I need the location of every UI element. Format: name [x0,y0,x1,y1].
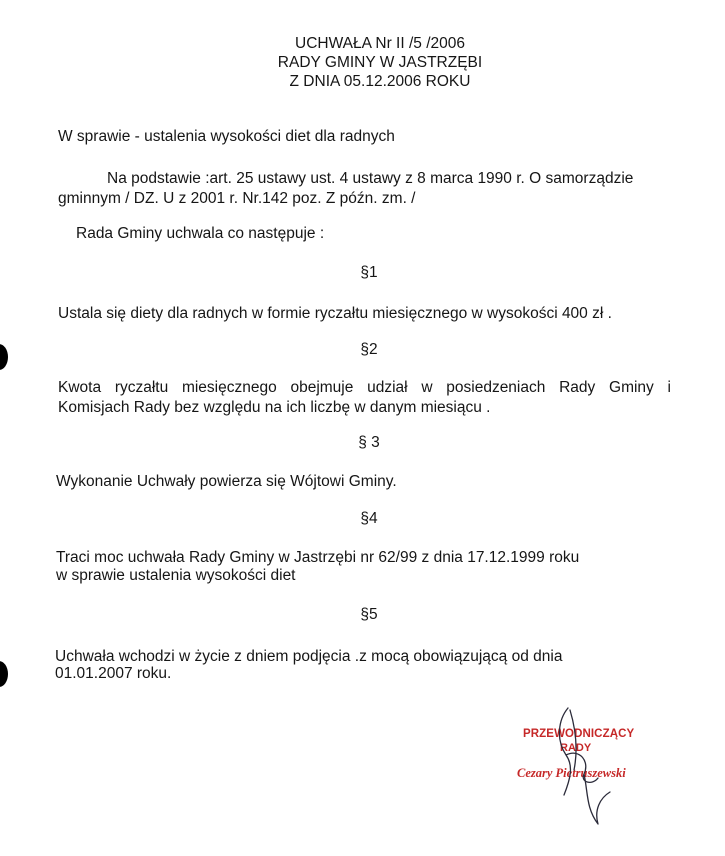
council-name: RADY GMINY W JASTRZĘBI [277,54,483,71]
stamp-subtitle: RADY [560,742,592,754]
section-3-text: Wykonanie Uchwały powierza się Wójtowi Gminy. [56,473,397,490]
stamp-title: PRZEWODNICZĄCY [523,728,635,740]
section-2-text-line-2: Komisjach Rady bez względu na ich liczbę w danym miesiącu . [58,399,491,416]
section-mark-4: §4 [360,510,378,527]
punch-hole [0,661,8,687]
subject-line: W sprawie - ustalenia wysokości diet dla radnych [58,128,395,145]
section-mark-5: §5 [360,606,378,623]
resolves-line: Rada Gminy uchwala co następuje : [76,225,325,242]
stamp-signatory-name: Cezary Pietruszewski [517,766,626,780]
resolution-header [270,34,490,91]
section-mark-1: §1 [360,264,378,281]
legal-basis-line-1: Na podstawie :art. 25 ustawy ust. 4 ustawy z 8 marca 1990 r. O samorządzie [107,170,634,187]
punch-hole [0,344,8,370]
section-1-text: Ustala się diety dla radnych w formie ryczałtu miesięcznego w wysokości 400 zł . [58,305,612,322]
legal-basis-line-2: gminnym / DZ. U z 2001 r. Nr.142 poz. Z późn. zm. / [58,190,416,207]
resolution-date: Z DNIA 05.12.2006 ROKU [289,73,471,90]
section-4-text-line-2: w sprawie ustalenia wysokości diet [56,567,296,584]
section-5-text-line-2: 01.01.2007 roku. [55,665,172,682]
section-2-text-line-1: Kwota ryczałtu miesięcznego obejmuje udział w posiedzeniach Rady Gminy i [58,379,671,396]
section-4-text-line-1: Traci moc uchwała Rady Gminy w Jastrzębi nr 62/99 z dnia 17.12.1999 roku [56,549,580,566]
section-5-text-line-1: Uchwała wchodzi w życie z dniem podjęcia .z mocą obowiązującą od dnia [55,648,563,665]
handwritten-signature [540,700,640,830]
resolution-number: UCHWAŁA Nr II /5 /2006 [295,35,465,52]
section-mark-2: §2 [360,341,378,358]
section-mark-3: § 3 [358,434,380,451]
